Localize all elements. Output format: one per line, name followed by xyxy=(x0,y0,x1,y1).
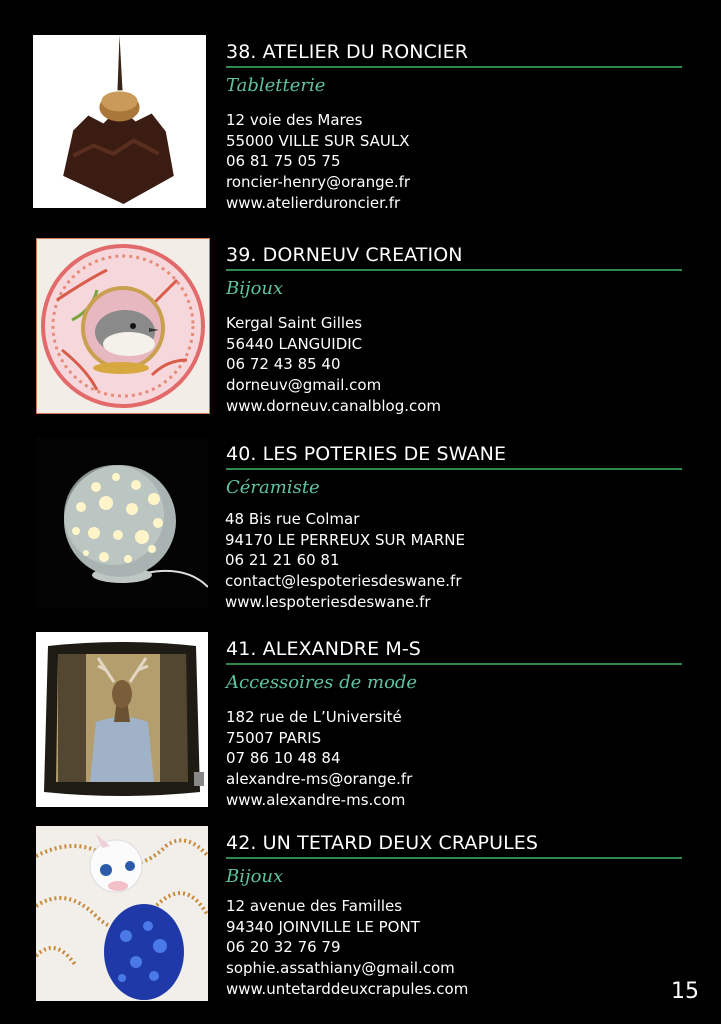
entry-title: 42. UN TETARD DEUX CRAPULES xyxy=(226,831,682,859)
entry-contact xyxy=(226,110,682,214)
address-line: 182 rue de L’Université xyxy=(226,708,402,726)
ceramic-lamp-photo xyxy=(36,437,208,609)
email-line[interactable]: roncier-henry@orange.fr xyxy=(226,173,411,192)
entry-title: 41. ALEXANDRE M-S xyxy=(226,637,682,665)
entry-category: Bijoux xyxy=(226,278,284,299)
entry-title: 40. LES POTERIES DE SWANE xyxy=(226,442,682,470)
website-line[interactable]: www.alexandre-ms.com xyxy=(226,790,406,809)
entry-contact xyxy=(226,896,682,1000)
website-line[interactable]: www.dorneuv.canalblog.com xyxy=(226,396,442,415)
email-line[interactable]: dorneuv@gmail.com xyxy=(226,376,382,395)
phone-line: 06 21 21 60 81 xyxy=(225,551,340,570)
embroidered-bird-plate-photo xyxy=(36,238,210,414)
phone-line: 06 20 32 76 79 xyxy=(226,938,341,957)
page-number: 15 xyxy=(671,979,699,1004)
wooden-spindle-sculpture-photo xyxy=(33,35,206,208)
deer-man-cushion-photo xyxy=(36,632,208,807)
city-line: 75007 PARIS xyxy=(226,728,322,747)
entry-category: Céramiste xyxy=(226,477,320,498)
unicorn-crystal-pendant-photo xyxy=(36,826,208,1001)
phone-line: 06 81 75 05 75 xyxy=(226,152,341,171)
entry-contact xyxy=(225,509,682,613)
email-line[interactable]: alexandre-ms@orange.fr xyxy=(226,770,413,789)
phone-line: 07 86 10 48 84 xyxy=(226,749,341,768)
entry-contact xyxy=(226,313,682,417)
entry-category: Tabletterie xyxy=(226,75,326,96)
entry-title: 39. DORNEUV CREATION xyxy=(226,243,682,271)
email-line[interactable]: contact@lespoteriesdeswane.fr xyxy=(225,572,462,591)
city-line: 56440 LANGUIDIC xyxy=(226,334,363,353)
website-line[interactable]: www.lespoteriesdeswane.fr xyxy=(225,592,431,611)
city-line: 94170 LE PERREUX SUR MARNE xyxy=(225,530,465,549)
address-line: 12 avenue des Familles xyxy=(226,897,403,915)
city-line: 55000 VILLE SUR SAULX xyxy=(226,131,410,150)
email-line[interactable]: sophie.assathiany@gmail.com xyxy=(226,959,455,978)
entry-category: Bijoux xyxy=(226,866,284,887)
address-line: 48 Bis rue Colmar xyxy=(225,510,360,528)
address-line: Kergal Saint Gilles xyxy=(226,314,363,332)
website-line[interactable]: www.atelierduroncier.fr xyxy=(226,193,401,212)
entry-contact xyxy=(226,707,682,811)
entry-title: 38. ATELIER DU RONCIER xyxy=(226,40,682,68)
website-line[interactable]: www.untetarddeuxcrapules.com xyxy=(226,979,469,998)
entry-category: Accessoires de mode xyxy=(226,672,418,693)
phone-line: 06 72 43 85 40 xyxy=(226,355,341,374)
city-line: 94340 JOINVILLE LE PONT xyxy=(226,917,420,936)
address-line: 12 voie des Mares xyxy=(226,111,363,129)
